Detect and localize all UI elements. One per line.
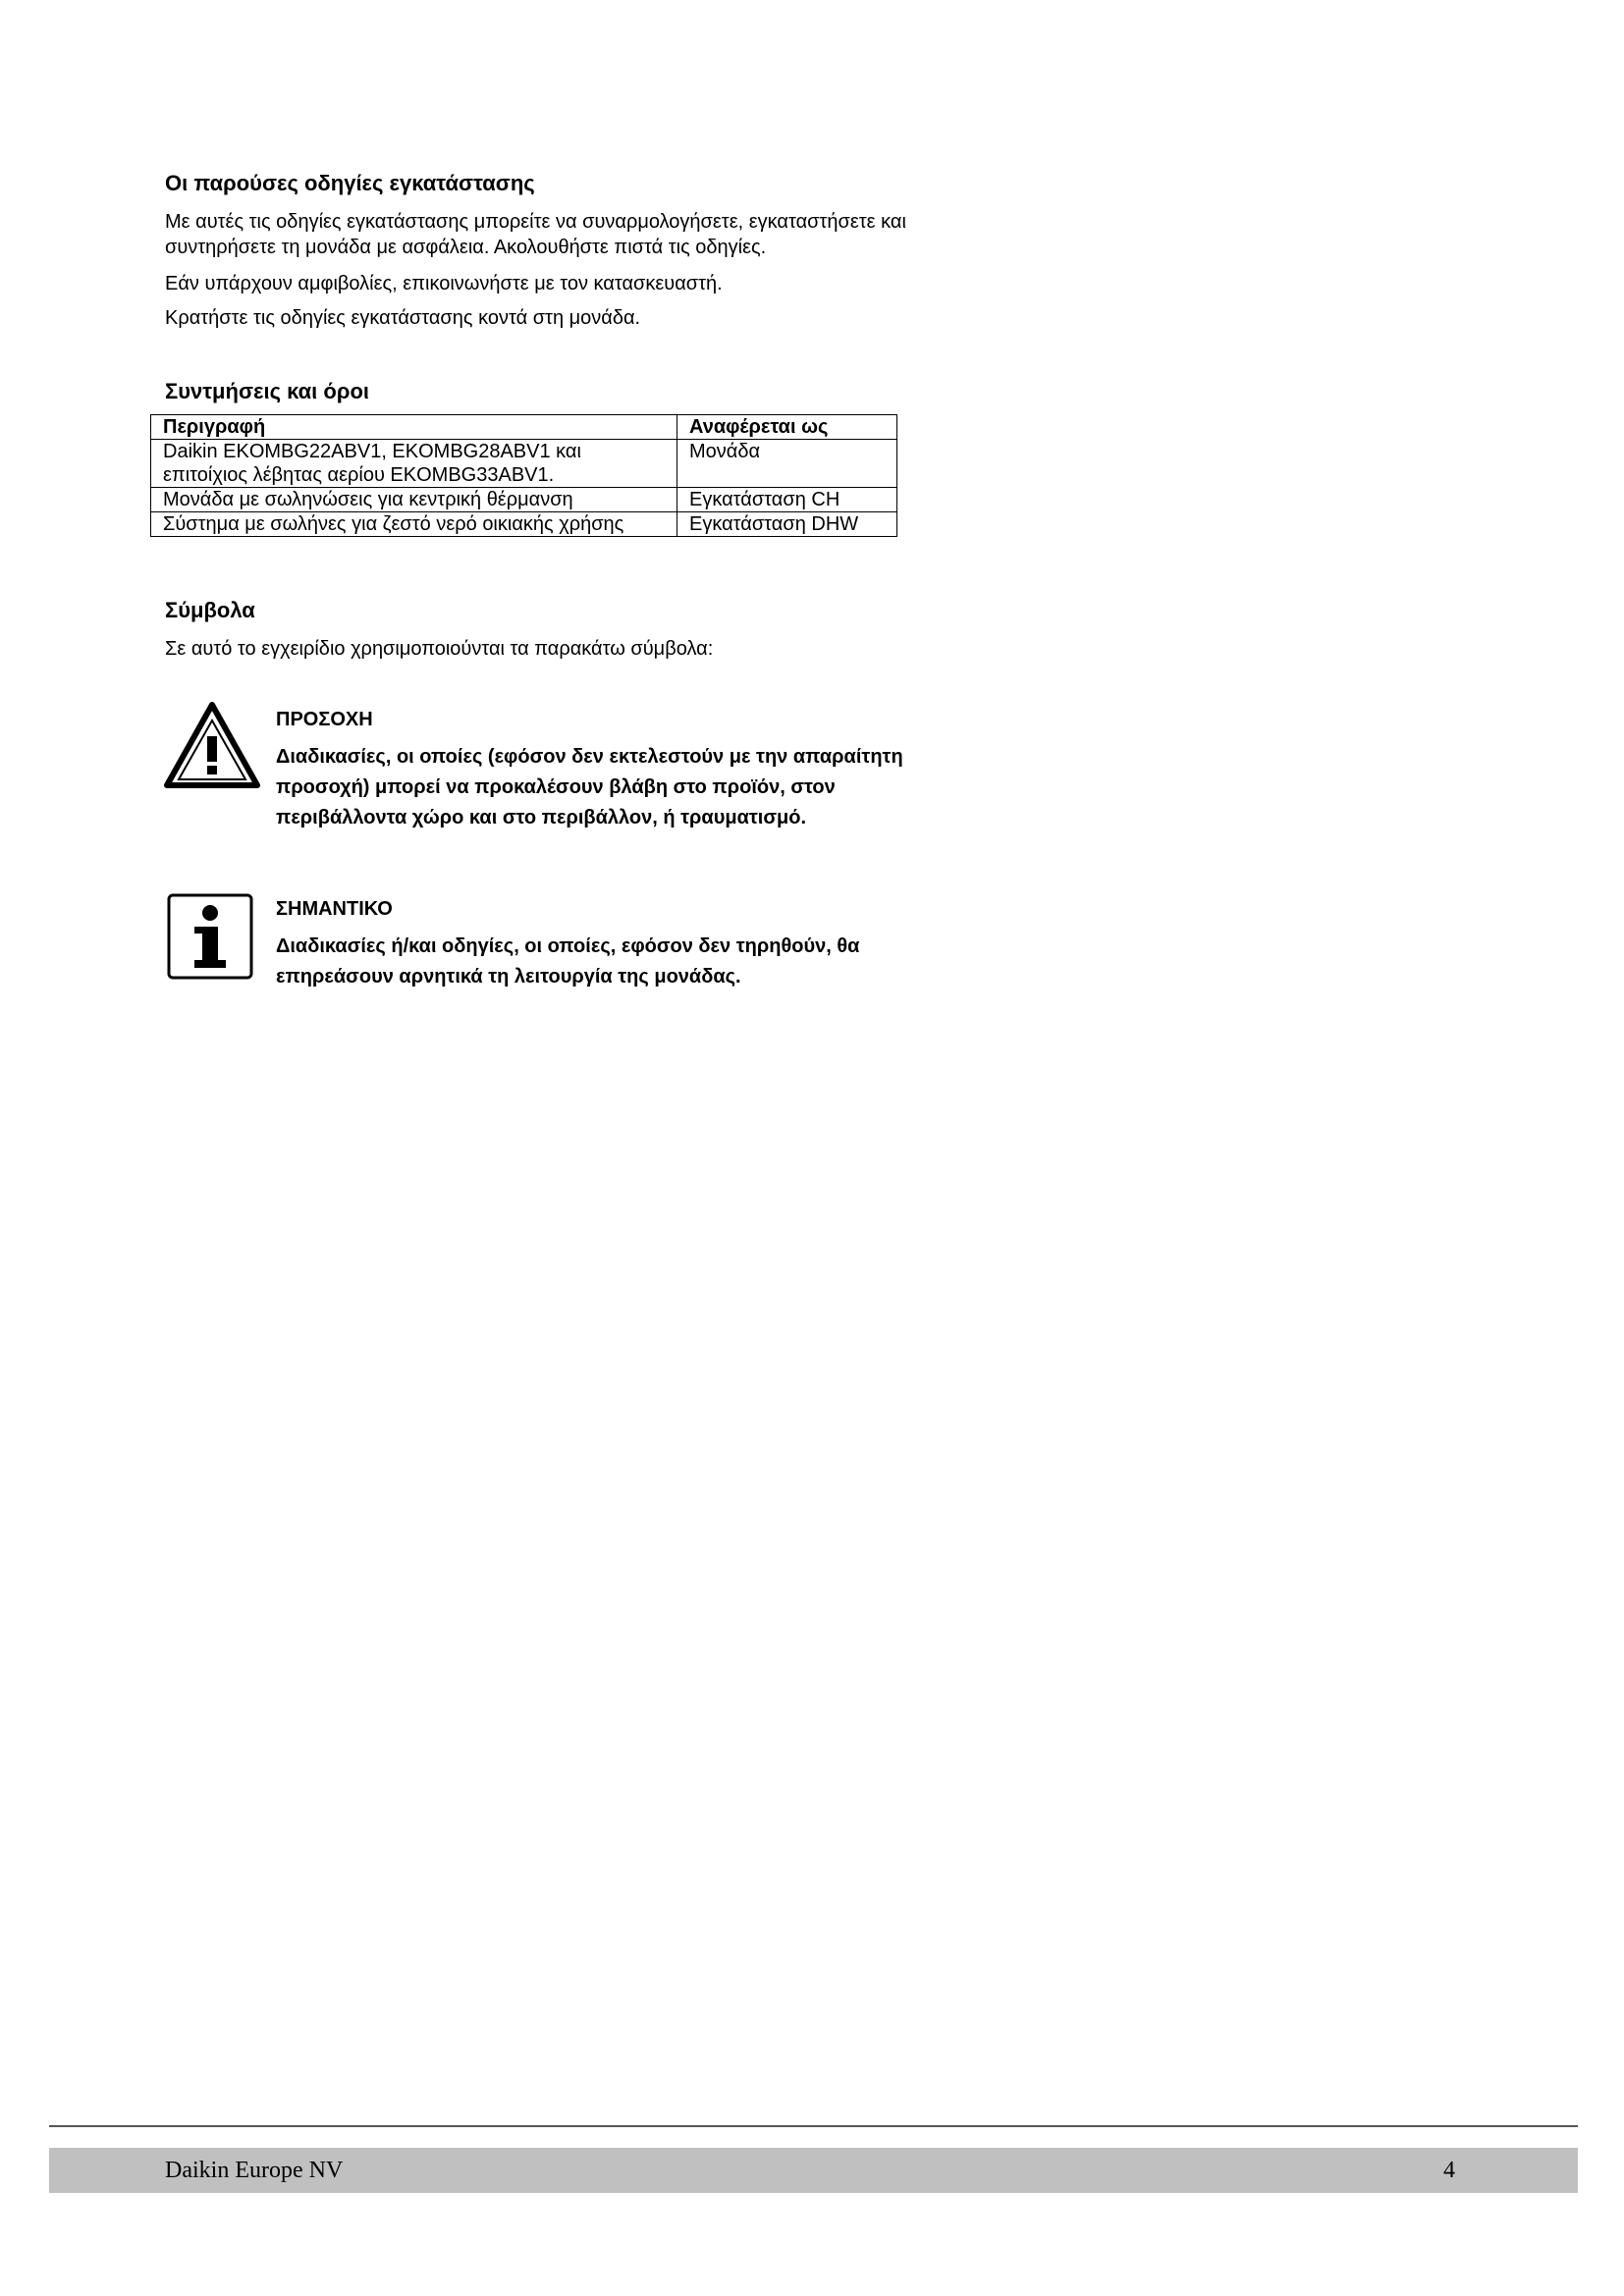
table-row bbox=[151, 512, 897, 537]
table-header-row bbox=[151, 415, 897, 440]
abbreviations-table bbox=[150, 414, 897, 537]
table-header-referred-as: Αναφέρεται ως bbox=[677, 415, 897, 440]
table-cell: Σύστημα με σωλήνες για ζεστό νερό οικιακής χρήσης bbox=[151, 512, 677, 537]
important-body: Διαδικασίες ή/και οδηγίες, οι οποίες, εφόσον δεν τηρηθούν, θα επηρεάσουν αρνητικά τη λειτουργία της μονάδας. bbox=[276, 935, 860, 988]
section-heading-symbols: Σύμβολα bbox=[165, 598, 255, 622]
footer-page-number: 4 bbox=[1443, 2158, 1455, 2183]
table-cell: Μονάδα με σωληνώσεις για κεντρική θέρμανση bbox=[151, 488, 677, 512]
intro-paragraph-1: Με αυτές τις οδηγίες εγκατάστασης μπορείτε να συναρμολογήσετε, εγκαταστήσετε και συντηρήσετε τη μονάδα με ασφάλεια. Ακολουθήστε πιστά τις οδηγίες. bbox=[165, 211, 906, 258]
table-cell: Εγκατάσταση DHW bbox=[677, 512, 897, 537]
table-cell: Εγκατάσταση CH bbox=[677, 488, 897, 512]
symbols-intro-text: Σε αυτό το εγχειρίδιο χρησιμοποιούνται τα παρακάτω σύμβολα: bbox=[165, 638, 714, 660]
important-title: ΣΗΜΑΝΤΙΚΟ bbox=[276, 898, 393, 920]
intro-paragraph-2: Εάν υπάρχουν αμφιβολίες, επικοινωνήστε με τον κατασκευαστή. bbox=[165, 273, 723, 294]
intro-paragraph-3: Κρατήστε τις οδηγίες εγκατάστασης κοντά στη μονάδα. bbox=[165, 307, 641, 329]
section-heading-intro: Οι παρούσες οδηγίες εγκατάστασης bbox=[165, 171, 535, 195]
footer-bar bbox=[49, 2148, 1578, 2193]
table-cell: Daikin EKOMBG22ABV1, EKOMBG28ABV1 και επιτοίχιος λέβητας αερίου EKOMBG33ABV1. bbox=[151, 440, 677, 488]
footer-company-name: Daikin Europe NV bbox=[165, 2158, 344, 2183]
caution-title: ΠΡΟΣΟΧΗ bbox=[276, 709, 373, 730]
section-heading-abbreviations: Συντμήσεις και όροι bbox=[165, 379, 370, 403]
table-row bbox=[151, 440, 897, 488]
footer-divider bbox=[49, 2125, 1578, 2127]
warning-triangle-icon bbox=[163, 701, 261, 789]
table-row bbox=[151, 488, 897, 512]
table-cell: Μονάδα bbox=[677, 440, 897, 488]
caution-body: Διαδικασίες, οι οποίες (εφόσον δεν εκτελεστούν με την απαραίτητη προσοχή) μπορεί να προκαλέσουν βλάβη στο προϊόν, στον περιβάλλοντα χώρο και στο περιβάλλον, ή τραυματισμό. bbox=[276, 746, 903, 828]
info-icon bbox=[167, 893, 253, 980]
table-header-description: Περιγραφή bbox=[151, 415, 677, 440]
